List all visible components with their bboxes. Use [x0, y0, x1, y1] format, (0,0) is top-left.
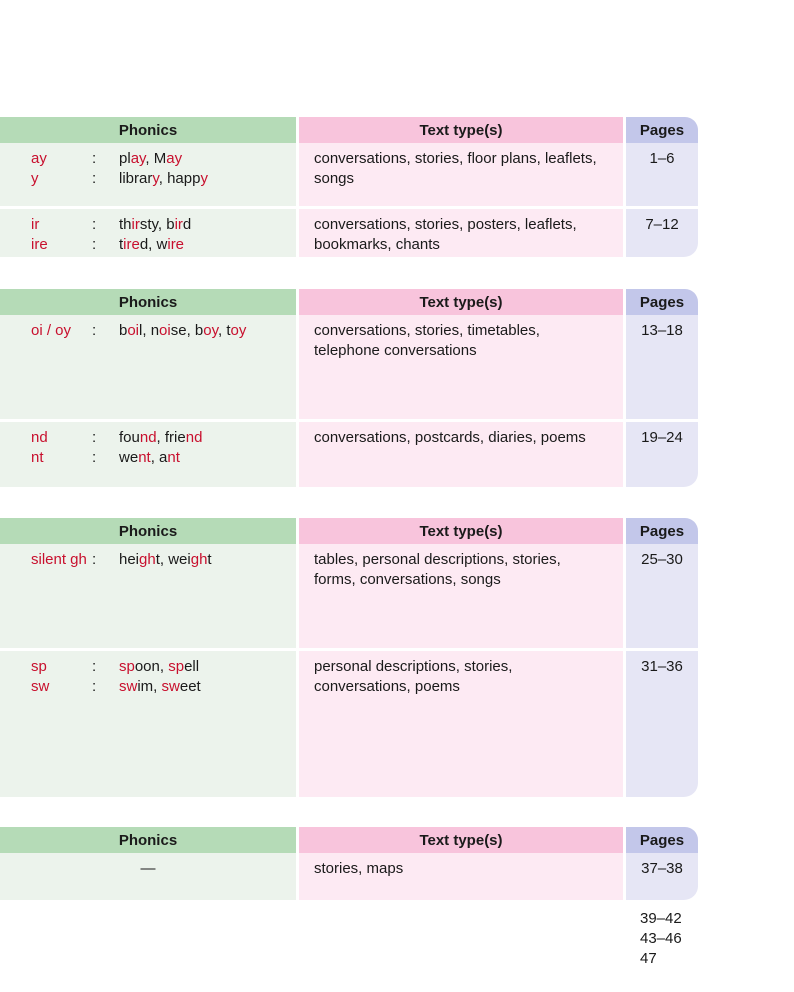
text-type-line: stories, maps	[314, 860, 404, 877]
colon-separator: :	[92, 236, 97, 253]
pages-header: Pages	[626, 518, 698, 544]
colon-separator: :	[92, 678, 97, 695]
text-type-line: tables, personal descriptions, stories,	[314, 551, 561, 568]
extra-page-ranges	[640, 909, 682, 969]
phonics-header: Phonics	[0, 518, 296, 544]
phonics-header: Phonics	[0, 117, 296, 143]
phonics-dash: —	[140, 860, 156, 877]
text-type-line: telephone conversations	[314, 342, 477, 359]
phonics-sound: ir	[31, 216, 40, 233]
colon-separator: :	[92, 216, 97, 233]
phonics-example: tired, wire	[119, 236, 185, 253]
unit-block-3	[0, 518, 698, 797]
text-type-line: conversations, stories, posters, leaflets,	[314, 216, 577, 233]
phonics-sound: nt	[31, 449, 44, 466]
page-range: 13–18	[641, 322, 683, 339]
phonics-sound: y	[31, 170, 39, 187]
phonics-example: boil, noise, boy, toy	[119, 322, 247, 339]
text-type-line: songs	[314, 170, 355, 187]
phonics-example: library, happy	[119, 170, 208, 187]
page-range: 1–6	[649, 150, 675, 167]
page-range: 47	[640, 950, 657, 967]
phonics-example: went, ant	[119, 449, 180, 466]
page-range: 39–42	[640, 910, 682, 927]
table-row	[0, 143, 698, 206]
phonics-example: found, friend	[119, 429, 203, 446]
text-types-header: Text type(s)	[299, 117, 623, 143]
phonics-sound: ay	[31, 150, 47, 167]
colon-separator: :	[92, 658, 97, 675]
phonics-header: Phonics	[0, 289, 296, 315]
phonics-example: spoon, spell	[119, 658, 200, 675]
colon-separator: :	[92, 429, 97, 446]
phonics-example: swim, sweet	[119, 678, 201, 695]
phonics-example: thirsty, bird	[119, 216, 192, 233]
phonics-example: play, May	[119, 150, 183, 167]
unit-block-2	[0, 289, 698, 487]
text-type-line: conversations, postcards, diaries, poems	[314, 429, 586, 446]
table-row	[0, 315, 698, 419]
phonics-sound: sw	[31, 678, 50, 695]
text-types-header: Text type(s)	[299, 827, 623, 853]
table-row	[0, 422, 698, 487]
page-range: 43–46	[640, 930, 682, 947]
pages-header: Pages	[626, 117, 698, 143]
text-type-line: personal descriptions, stories,	[314, 658, 513, 675]
pages-header: Pages	[626, 289, 698, 315]
text-types-header: Text type(s)	[299, 518, 623, 544]
phonics-sound: sp	[31, 658, 47, 675]
page-range: 19–24	[641, 429, 683, 446]
page-range: 25–30	[641, 551, 683, 568]
pages-header: Pages	[626, 827, 698, 853]
page-range: 31–36	[641, 658, 683, 675]
phonics-sound: silent gh	[31, 551, 87, 568]
phonics-sound: oi / oy	[31, 322, 72, 339]
phonics-header: Phonics	[0, 827, 296, 853]
colon-separator: :	[92, 551, 97, 568]
colon-separator: :	[92, 170, 97, 187]
text-type-line: conversations, stories, floor plans, leaflets,	[314, 150, 597, 167]
text-type-line: conversations, poems	[314, 678, 460, 695]
table-row	[0, 544, 698, 648]
page-range: 7–12	[645, 216, 679, 233]
phonics-sound: nd	[31, 429, 48, 446]
unit-block-1	[0, 117, 698, 257]
page-range: 37–38	[641, 860, 683, 877]
colon-separator: :	[92, 449, 97, 466]
text-type-line: forms, conversations, songs	[314, 571, 501, 588]
table-row	[0, 651, 698, 797]
text-type-line: conversations, stories, timetables,	[314, 322, 540, 339]
table-row	[0, 853, 698, 900]
table-row	[0, 209, 698, 257]
unit-block-4	[0, 827, 698, 900]
colon-separator: :	[92, 322, 97, 339]
colon-separator: :	[92, 150, 97, 167]
text-types-header: Text type(s)	[299, 289, 623, 315]
text-type-line: bookmarks, chants	[314, 236, 440, 253]
phonics-example: height, weight	[119, 551, 212, 568]
phonics-sound: ire	[31, 236, 48, 253]
